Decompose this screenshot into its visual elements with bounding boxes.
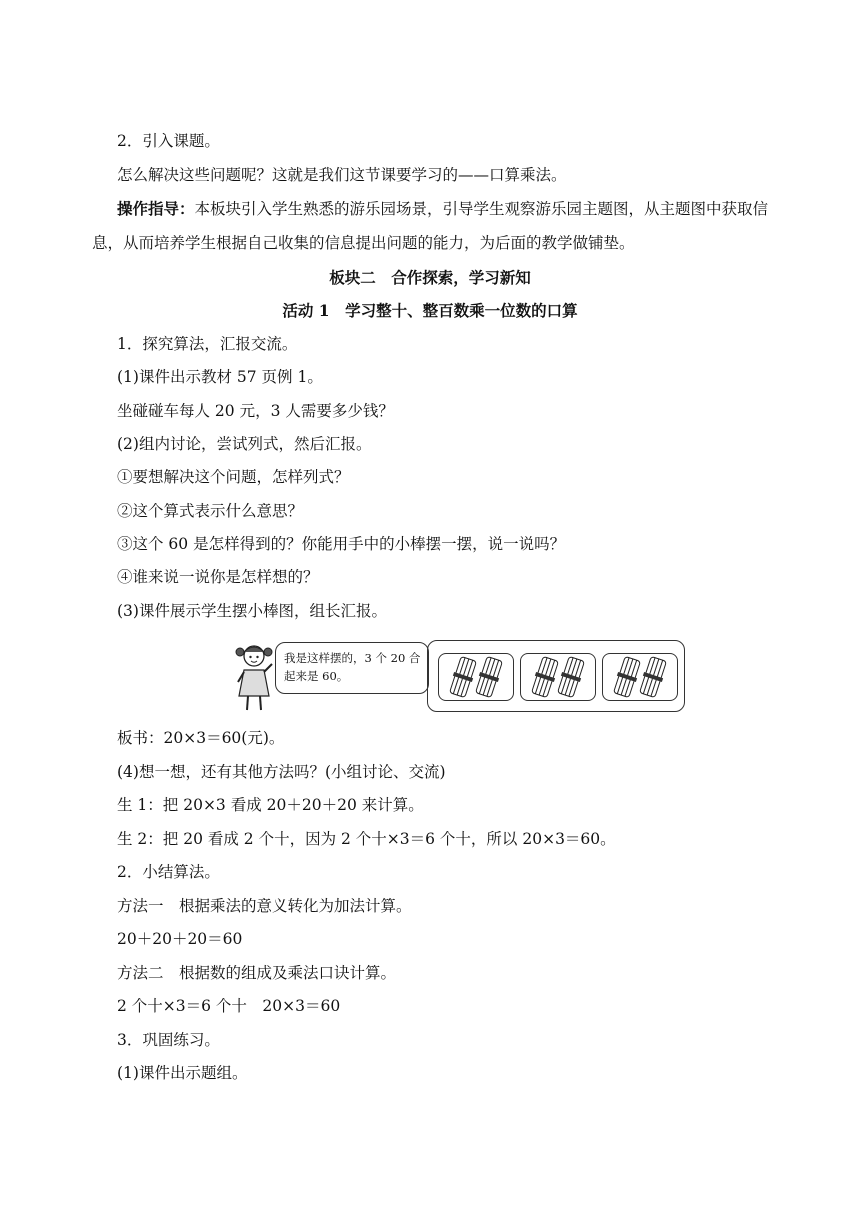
blackboard-writing: 板书：20×3＝60(元)。: [117, 729, 285, 747]
activity-title: 活动 1 学习整十、整百数乘一位数的口算: [282, 301, 578, 320]
method-1-formula: 20＋20＋20＝60: [117, 930, 243, 948]
stick-bundle-icon: [439, 654, 513, 700]
step-summary: 2．小结算法。: [117, 863, 220, 881]
guide-label: 操作指导：: [117, 199, 195, 218]
question-2: ②这个算式表示什么意思？: [117, 502, 304, 520]
stick-group-1: [438, 653, 514, 701]
stick-bundle-icon: [521, 654, 595, 700]
step-show-sticks: (3)课件展示学生摆小棒图，组长汇报。: [117, 602, 387, 620]
stick-bundle-icon: [603, 654, 677, 700]
step-discuss: (2)组内讨论，尝试列式，然后汇报。: [117, 435, 372, 453]
question-1: ①要想解决这个问题，怎样列式？: [117, 468, 350, 486]
intro-question: 怎么解决这些问题呢？这就是我们这节课要学习的——口算乘法。: [117, 166, 567, 184]
student-2-answer: 生 2：把 20 看成 2 个十，因为 2 个十×3＝6 个十，所以 20×3＝60。: [117, 830, 616, 848]
stick-group-3: [602, 653, 678, 701]
section-title: 板块二 合作探索，学习新知: [329, 268, 531, 287]
method-1: 方法一 根据乘法的意义转化为加法计算。: [117, 897, 412, 915]
sticks-illustration: [233, 636, 683, 714]
question-4: ④谁来说一说你是怎样想的？: [117, 568, 319, 586]
method-2: 方法二 根据数的组成及乘法口诀计算。: [117, 964, 397, 982]
example-problem: 坐碰碰车每人 20 元，3 人需要多少钱？: [117, 402, 394, 420]
practice-item-1: (1)课件出示题组。: [117, 1064, 248, 1082]
guide-text: 本板块引入学生熟悉的游乐园场景，引导学生观察游乐园主题图，从主题图中获取信息，从而培养学生根据自己收集的信息提出问题的能力，为后面的教学做铺垫。: [92, 200, 769, 252]
question-3: ③这个 60 是怎样得到的？你能用手中的小棒摆一摆，说一说吗？: [117, 535, 566, 553]
student-1-answer: 生 1：把 20×3 看成 20＋20＋20 来计算。: [117, 796, 424, 814]
speech-bubble: [275, 642, 429, 694]
step-explore: 1．探究算法，汇报交流。: [117, 335, 298, 353]
stick-group-2: [520, 653, 596, 701]
step-practice: 3．巩固练习。: [117, 1031, 220, 1049]
speech-text: 我是这样摆的，3 个 20 合起来是 60。: [284, 651, 421, 683]
step-intro-topic: 2．引入课题。: [117, 132, 220, 150]
girl-icon: [233, 640, 275, 712]
method-2-formula: 2 个十×3＝6 个十 20×3＝60: [117, 997, 341, 1015]
sticks-frame: [427, 640, 685, 712]
operation-guide: [92, 192, 782, 260]
step-example: (1)课件出示教材 57 页例 1。: [117, 368, 323, 386]
step-think: (4)想一想，还有其他方法吗？(小组讨论、交流): [117, 763, 446, 781]
